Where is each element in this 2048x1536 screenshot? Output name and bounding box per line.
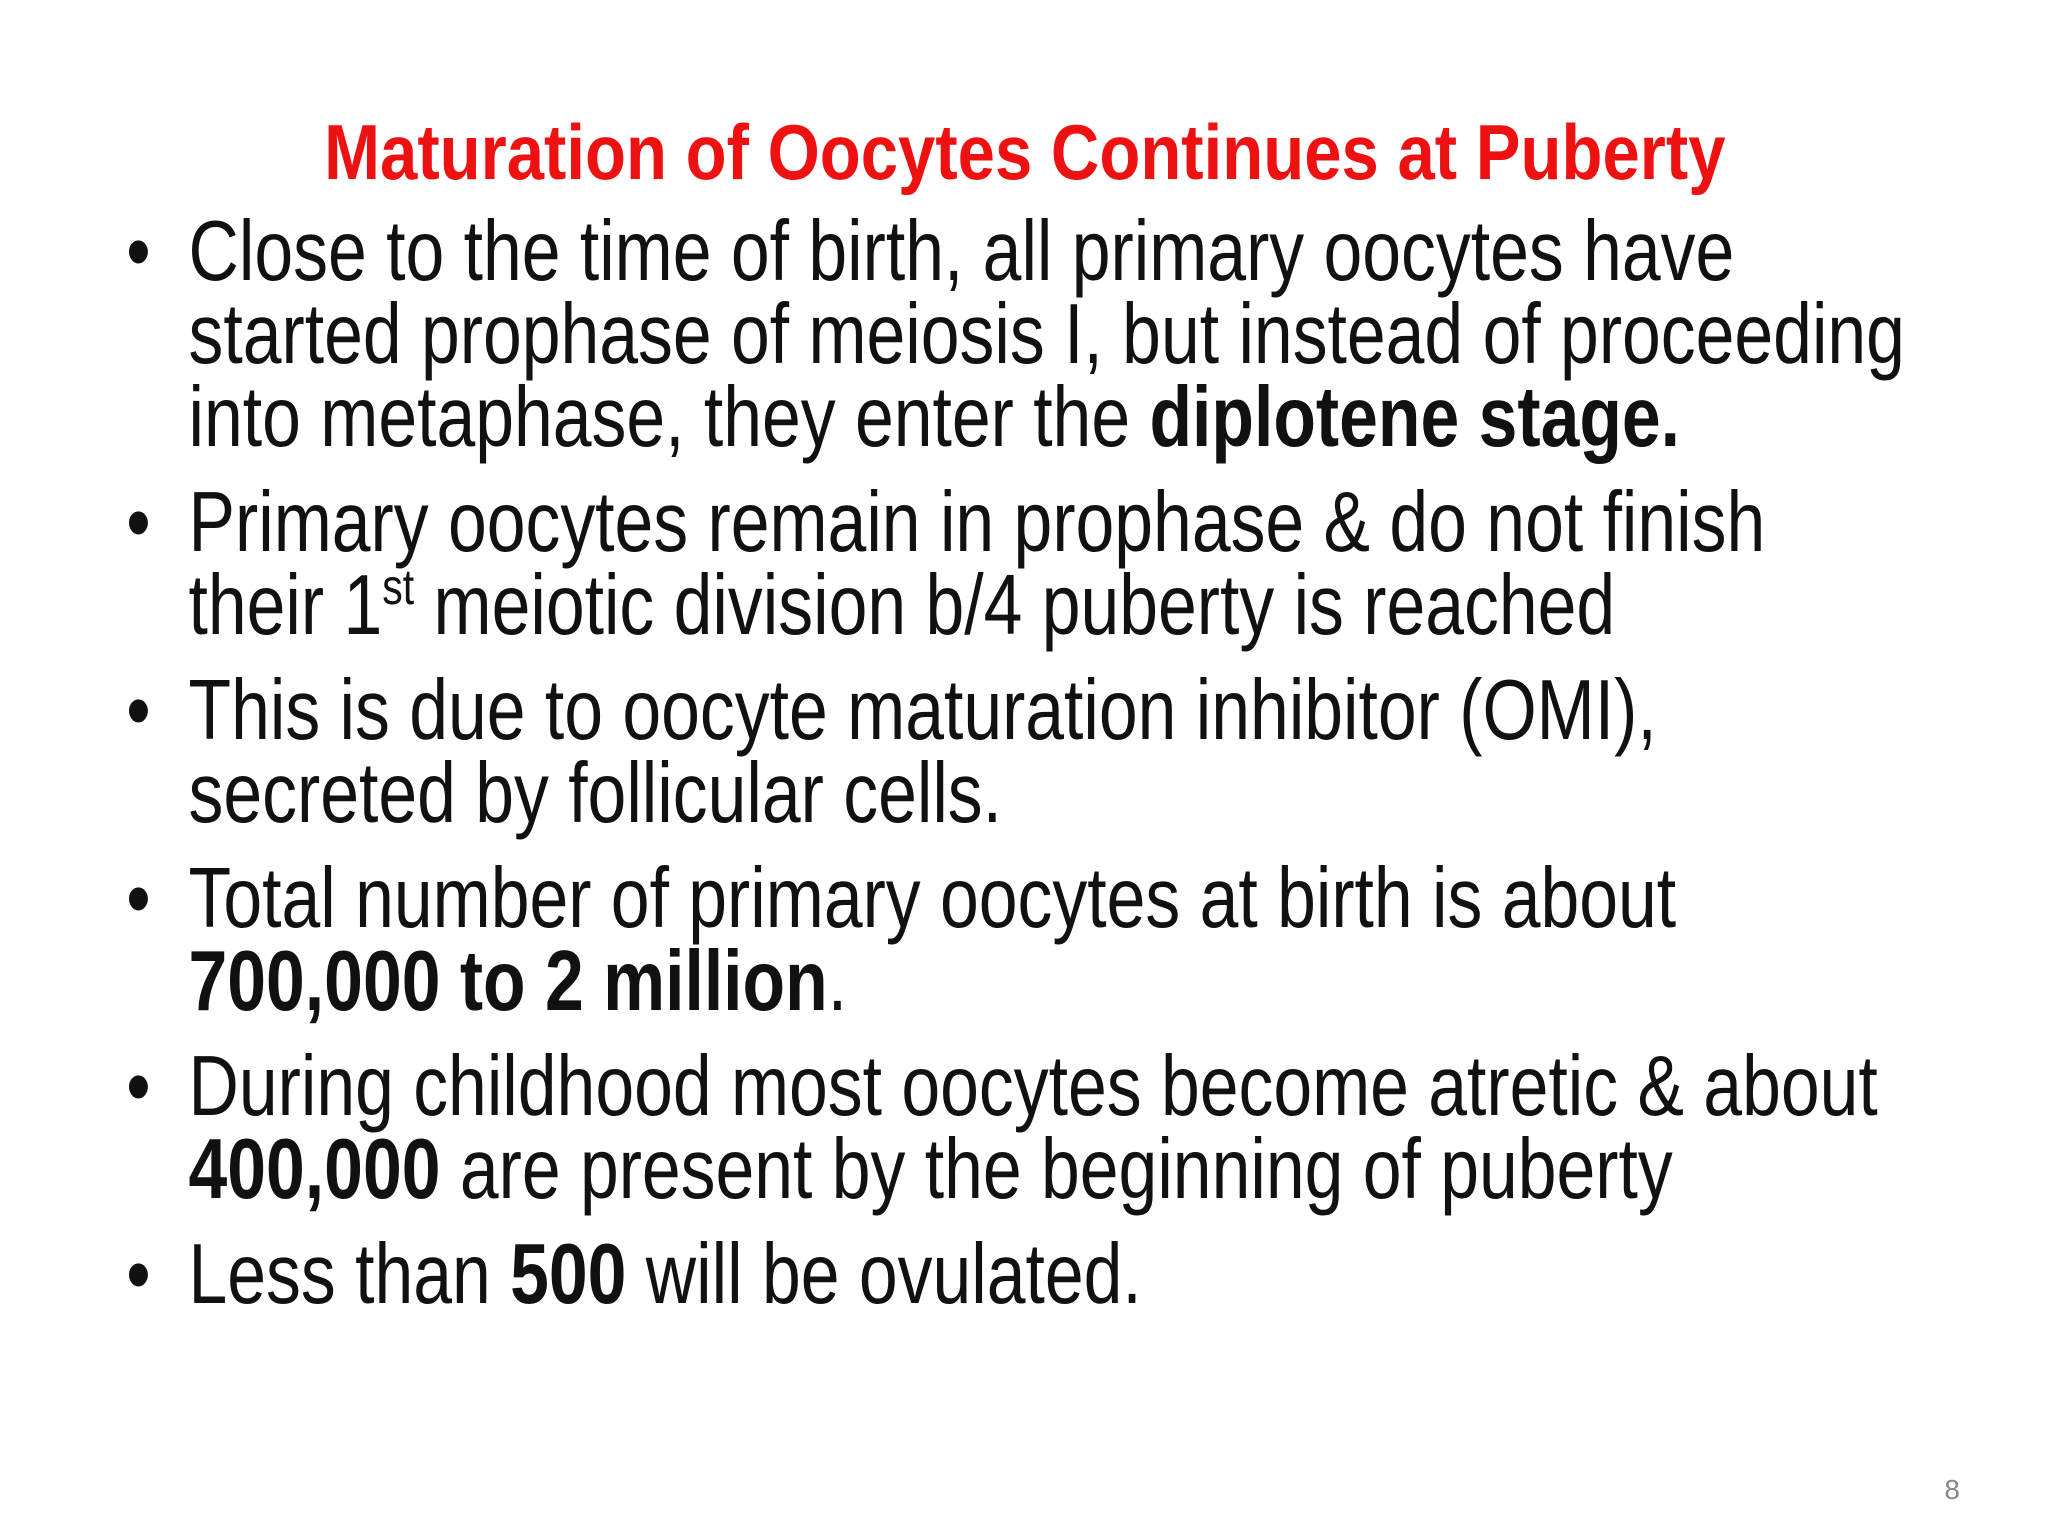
bullet-bold-text: 500 (510, 1227, 627, 1322)
bullet-dot: • (126, 204, 151, 299)
bullet-text-line (188, 934, 1963, 1029)
bullet-text: meiotic division b/4 puberty is reached (414, 558, 1616, 653)
bullet-item (118, 204, 1963, 465)
bullet-bold-text: 400,000 (188, 1122, 441, 1217)
slide-title: Maturation of Oocytes Continues at Puberty (324, 108, 1726, 196)
bullet-text-line (188, 1122, 1963, 1217)
bullet-bold-text: diplotene stage. (1149, 370, 1681, 465)
bullet-dot: • (126, 475, 151, 570)
bullet-item (118, 1227, 1963, 1322)
bullet-dot: • (126, 663, 151, 758)
bullet-text: . (827, 934, 848, 1029)
bullet-item (118, 1039, 1963, 1217)
bullet-item (118, 475, 1963, 653)
bullet-item (118, 663, 1963, 841)
bullet-text-line (188, 1227, 1963, 1322)
bullet-text: their 1 (188, 558, 383, 653)
bullet-text-line: During childhood most oocytes become atretic & about (188, 1039, 1878, 1134)
bullet-dot: • (126, 1039, 151, 1134)
superscript: st (382, 559, 415, 615)
bullet-list (118, 204, 1963, 1322)
slide-body (118, 204, 1963, 1338)
bullet-text: into metaphase, they enter the (188, 370, 1150, 465)
bullet-dot: • (126, 851, 151, 946)
bullet-text-line: started prophase of meiosis I, but instead of proceeding (188, 287, 1905, 382)
bullet-text-line: Close to the time of birth, all primary oocytes have (188, 204, 1735, 299)
bullet-text-line: secreted by follicular cells. (188, 746, 1003, 841)
bullet-item (118, 851, 1963, 1029)
bullet-bold-text: 700,000 to 2 million (188, 934, 828, 1029)
bullet-text-line: Primary oocytes remain in prophase & do not finish (188, 475, 1766, 570)
bullet-text: will be ovulated. (626, 1227, 1142, 1322)
bullet-text-line: Total number of primary oocytes at birth is about (188, 851, 1677, 946)
bullet-text-line (188, 558, 1963, 653)
bullet-text: are present by the beginning of puberty (440, 1122, 1673, 1217)
bullet-text: Less than (188, 1227, 511, 1322)
page-number: 8 (1944, 1474, 1960, 1505)
bullet-text-line: This is due to oocyte maturation inhibitor (OMI), (188, 663, 1657, 758)
bullet-text-line (188, 370, 1963, 465)
bullet-dot: • (126, 1227, 151, 1322)
